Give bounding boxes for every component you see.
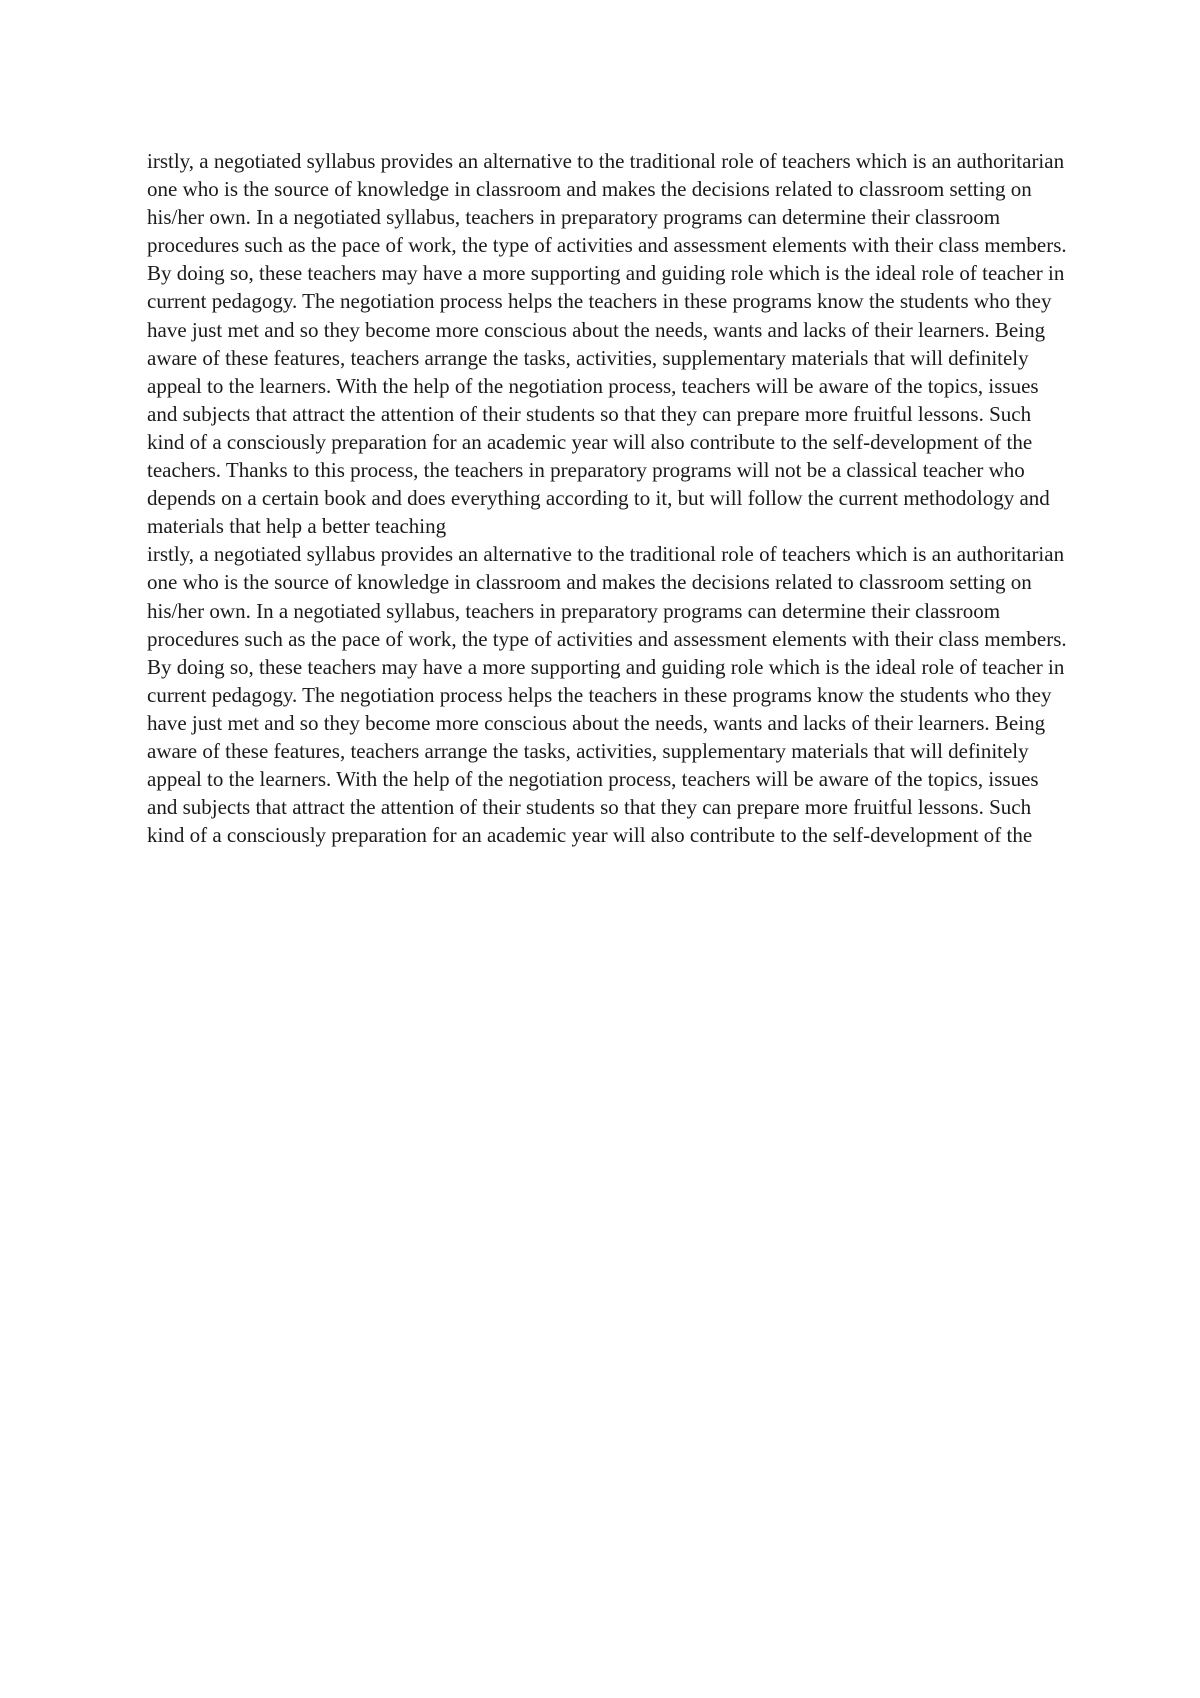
text-line: procedures such as the pace of work, the type of activities and assessment elements with their class members. — [147, 626, 1067, 651]
text-line: irstly, a negotiated syllabus provides an alternative to the traditional role of teachers which is an authoritarian — [147, 149, 1065, 173]
text-line: aware of these features, teachers arrange the tasks, activities, supplementary materials that will definitely — [147, 738, 1029, 763]
text-line: appeal to the learners. With the help of the negotiation process, teachers will be aware of the topics, issues — [147, 767, 1039, 792]
text-line: have just met and so they become more conscious about the needs, wants and lacks of their learners. Being — [147, 317, 1046, 342]
text-line: By doing so, these teachers may have a more supporting and guiding role which is the ideal role of teacher in — [147, 261, 1065, 286]
text-line: have just met and so they become more conscious about the needs, wants and lacks of their learners. Being — [147, 710, 1046, 735]
text-line: current pedagogy. The negotiation process helps the teachers in these programs know the students who they — [147, 289, 1052, 314]
text-line: one who is the source of knowledge in classroom and makes the decisions related to classroom setting on — [147, 177, 1032, 202]
text-line: aware of these features, teachers arrange the tasks, activities, supplementary materials that will definitely — [147, 345, 1029, 370]
text-line: kind of a consciously preparation for an academic year will also contribute to the self-development of the — [147, 429, 1033, 454]
text-line: depends on a certain book and does everything according to it, but will follow the current methodology and — [147, 486, 1050, 511]
text-line: his/her own. In a negotiated syllabus, teachers in preparatory programs can determine their classroom — [147, 598, 1001, 623]
text-line: kind of a consciously preparation for an academic year will also contribute to the self-development of the — [147, 823, 1033, 848]
text-line: one who is the source of knowledge in classroom and makes the decisions related to classroom setting on — [147, 570, 1032, 595]
text-line: irstly, a negotiated syllabus provides an alternative to the traditional role of teachers which is an authoritarian — [147, 542, 1065, 567]
text-line: teachers. Thanks to this process, the teachers in preparatory programs will not be a classical teacher who — [147, 458, 1025, 483]
document-body — [147, 147, 1067, 849]
text-line: appeal to the learners. With the help of the negotiation process, teachers will be aware of the topics, issues — [147, 373, 1039, 398]
text-line: current pedagogy. The negotiation process helps the teachers in these programs know the students who they — [147, 682, 1052, 707]
text-line: By doing so, these teachers may have a more supporting and guiding role which is the ideal role of teacher in — [147, 654, 1065, 679]
text-line: and subjects that attract the attention of their students so that they can prepare more fruitful lessons. Such — [147, 795, 1032, 820]
text-line: materials that help a better teaching — [147, 514, 447, 539]
text-line: procedures such as the pace of work, the type of activities and assessment elements with their class members. — [147, 233, 1067, 258]
text-line: and subjects that attract the attention of their students so that they can prepare more fruitful lessons. Such — [147, 401, 1032, 426]
text-line: his/her own. In a negotiated syllabus, teachers in preparatory programs can determine their classroom — [147, 205, 1001, 230]
